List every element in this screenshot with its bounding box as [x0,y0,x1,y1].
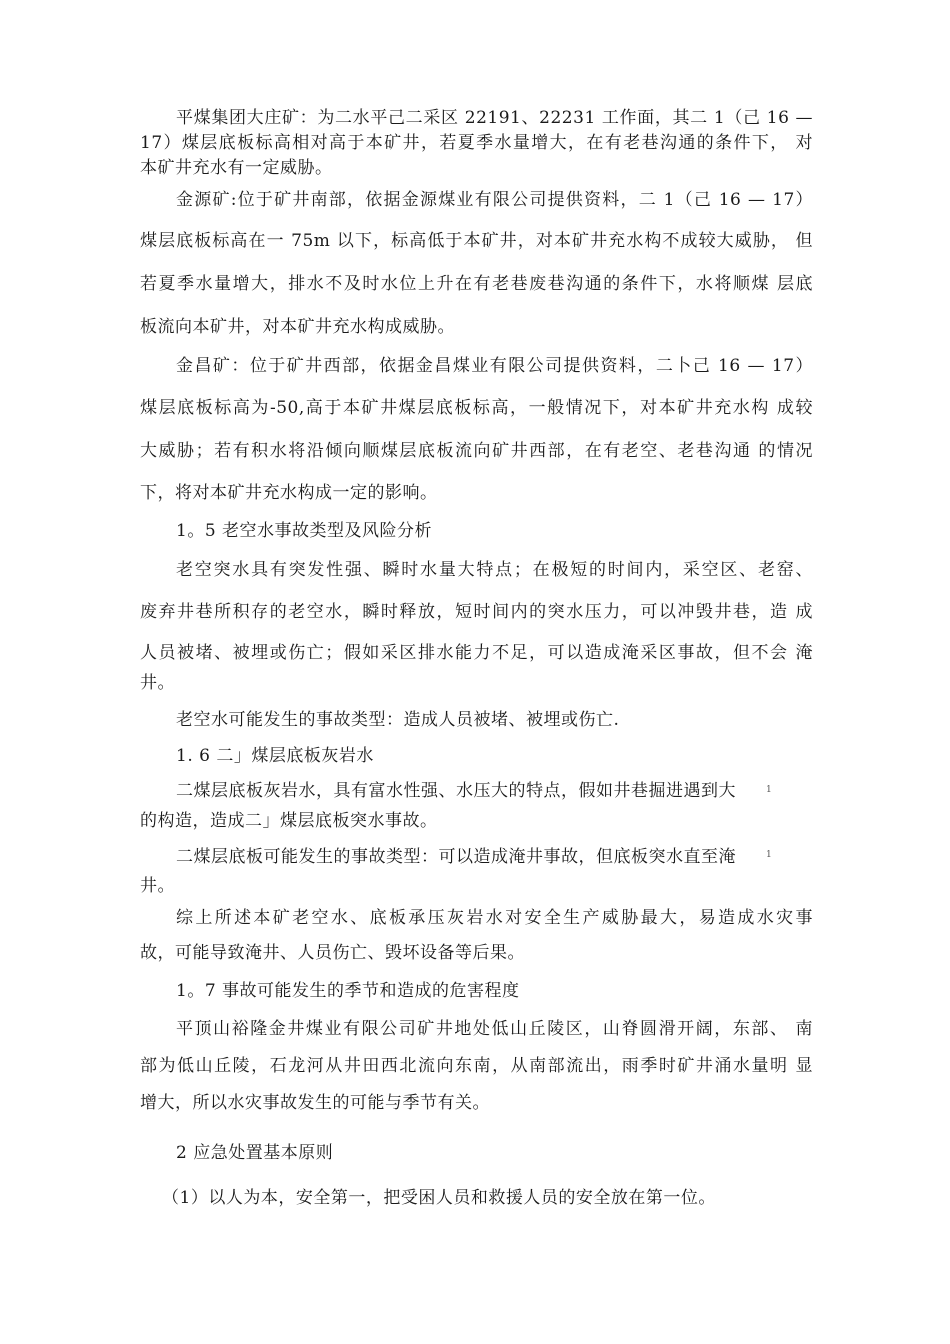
paragraph-line: 部为低山丘陵，石龙河从井田西北流向东南，从南部流出，雨季时矿井涌水量明 显 [140,1056,813,1076]
paragraph-line: 井。 [140,673,175,693]
paragraph-line: 本矿井充水有一定威胁。 [140,158,333,178]
margin-mark: 1 [766,785,772,795]
section-heading: 1. 6 二」煤层底板灰岩水 [176,746,374,766]
paragraph-line: 下，将对本矿井充水构成一定的影响。 [140,483,438,503]
paragraph-line: 二煤层底板可能发生的事故类型：可以造成淹井事故，但底板突水直至淹 [176,847,736,867]
paragraph-line: 井。 [140,876,175,896]
paragraph-line: 金源矿:位于矿井南部，依据金源煤业有限公司提供资料，二 1（己 16 — 17） [176,190,813,210]
paragraph-line: 若夏季水量增大，排水不及时水位上升在有老巷废巷沟通的条件下，水将顺煤 层底 [140,274,813,294]
section-heading: 1。7 事故可能发生的季节和造成的危害程度 [176,981,520,1001]
paragraph-line: 板流向本矿井，对本矿井充水构成威胁。 [140,317,455,337]
paragraph-line: 人员被堵、被埋或伤亡；假如采区排水能力不足，可以造成淹采区事故，但不会 淹 [140,643,813,663]
paragraph-line: 的构造，造成二」煤层底板突水事故。 [140,811,438,831]
paragraph-line: 废弃井巷所积存的老空水，瞬时释放，短时间内的突水压力，可以冲毁井巷，造 成 [140,602,813,622]
paragraph-line: 老空突水具有突发性强、瞬时水量大特点；在极短的时间内，采空区、老窑、 [176,560,813,580]
paragraph-line: 金昌矿：位于矿井西部，依据金昌煤业有限公司提供资料，二卜己 16 — 17） [176,356,813,376]
paragraph-line: 增大，所以水灾事故发生的可能与季节有关。 [140,1093,490,1113]
paragraph-line: 平煤集团大庄矿：为二水平己二采区 22191、22231 工作面，其二 1（己 16 — [176,108,813,128]
section-heading: 1。5 老空水事故类型及风险分析 [176,521,433,541]
section-heading: 2 应急处置基本原则 [176,1143,334,1163]
paragraph-line: 平顶山裕隆金井煤业有限公司矿井地处低山丘陵区，山脊圆滑开阔，东部、 南 [176,1019,813,1039]
list-item: （1）以人为本，安全第一，把受困人员和救援人员的安全放在第一位。 [162,1188,716,1208]
paragraph-line: 煤层底板标高在一 75m 以下，标高低于本矿井，对本矿井充水构不成较大威胁， 但 [140,231,813,251]
paragraph-line: 老空水可能发生的事故类型：造成人员被堵、被埋或伤亡. [176,710,620,730]
paragraph-line: 17）煤层底板标高相对高于本矿井，若夏季水量增大，在有老巷沟通的条件下， 对 [140,133,813,153]
paragraph-line: 煤层底板标高为-50,高于本矿井煤层底板标高，一般情况下，对本矿井充水构 成较 [140,398,813,418]
paragraph-line: 二煤层底板灰岩水，具有富水性强、水压大的特点，假如井巷掘进遇到大 [176,781,736,801]
paragraph-line: 综上所述本矿老空水、底板承压灰岩水对安全生产威胁最大，易造成水灾事 [176,908,813,928]
margin-mark: 1 [766,850,772,860]
paragraph-line: 大威胁；若有积水将沿倾向顺煤层底板流向矿井西部，在有老空、老巷沟通 的情况 [140,441,813,461]
paragraph-line: 故，可能导致淹井、人员伤亡、毁坏设备等后果。 [140,943,525,963]
